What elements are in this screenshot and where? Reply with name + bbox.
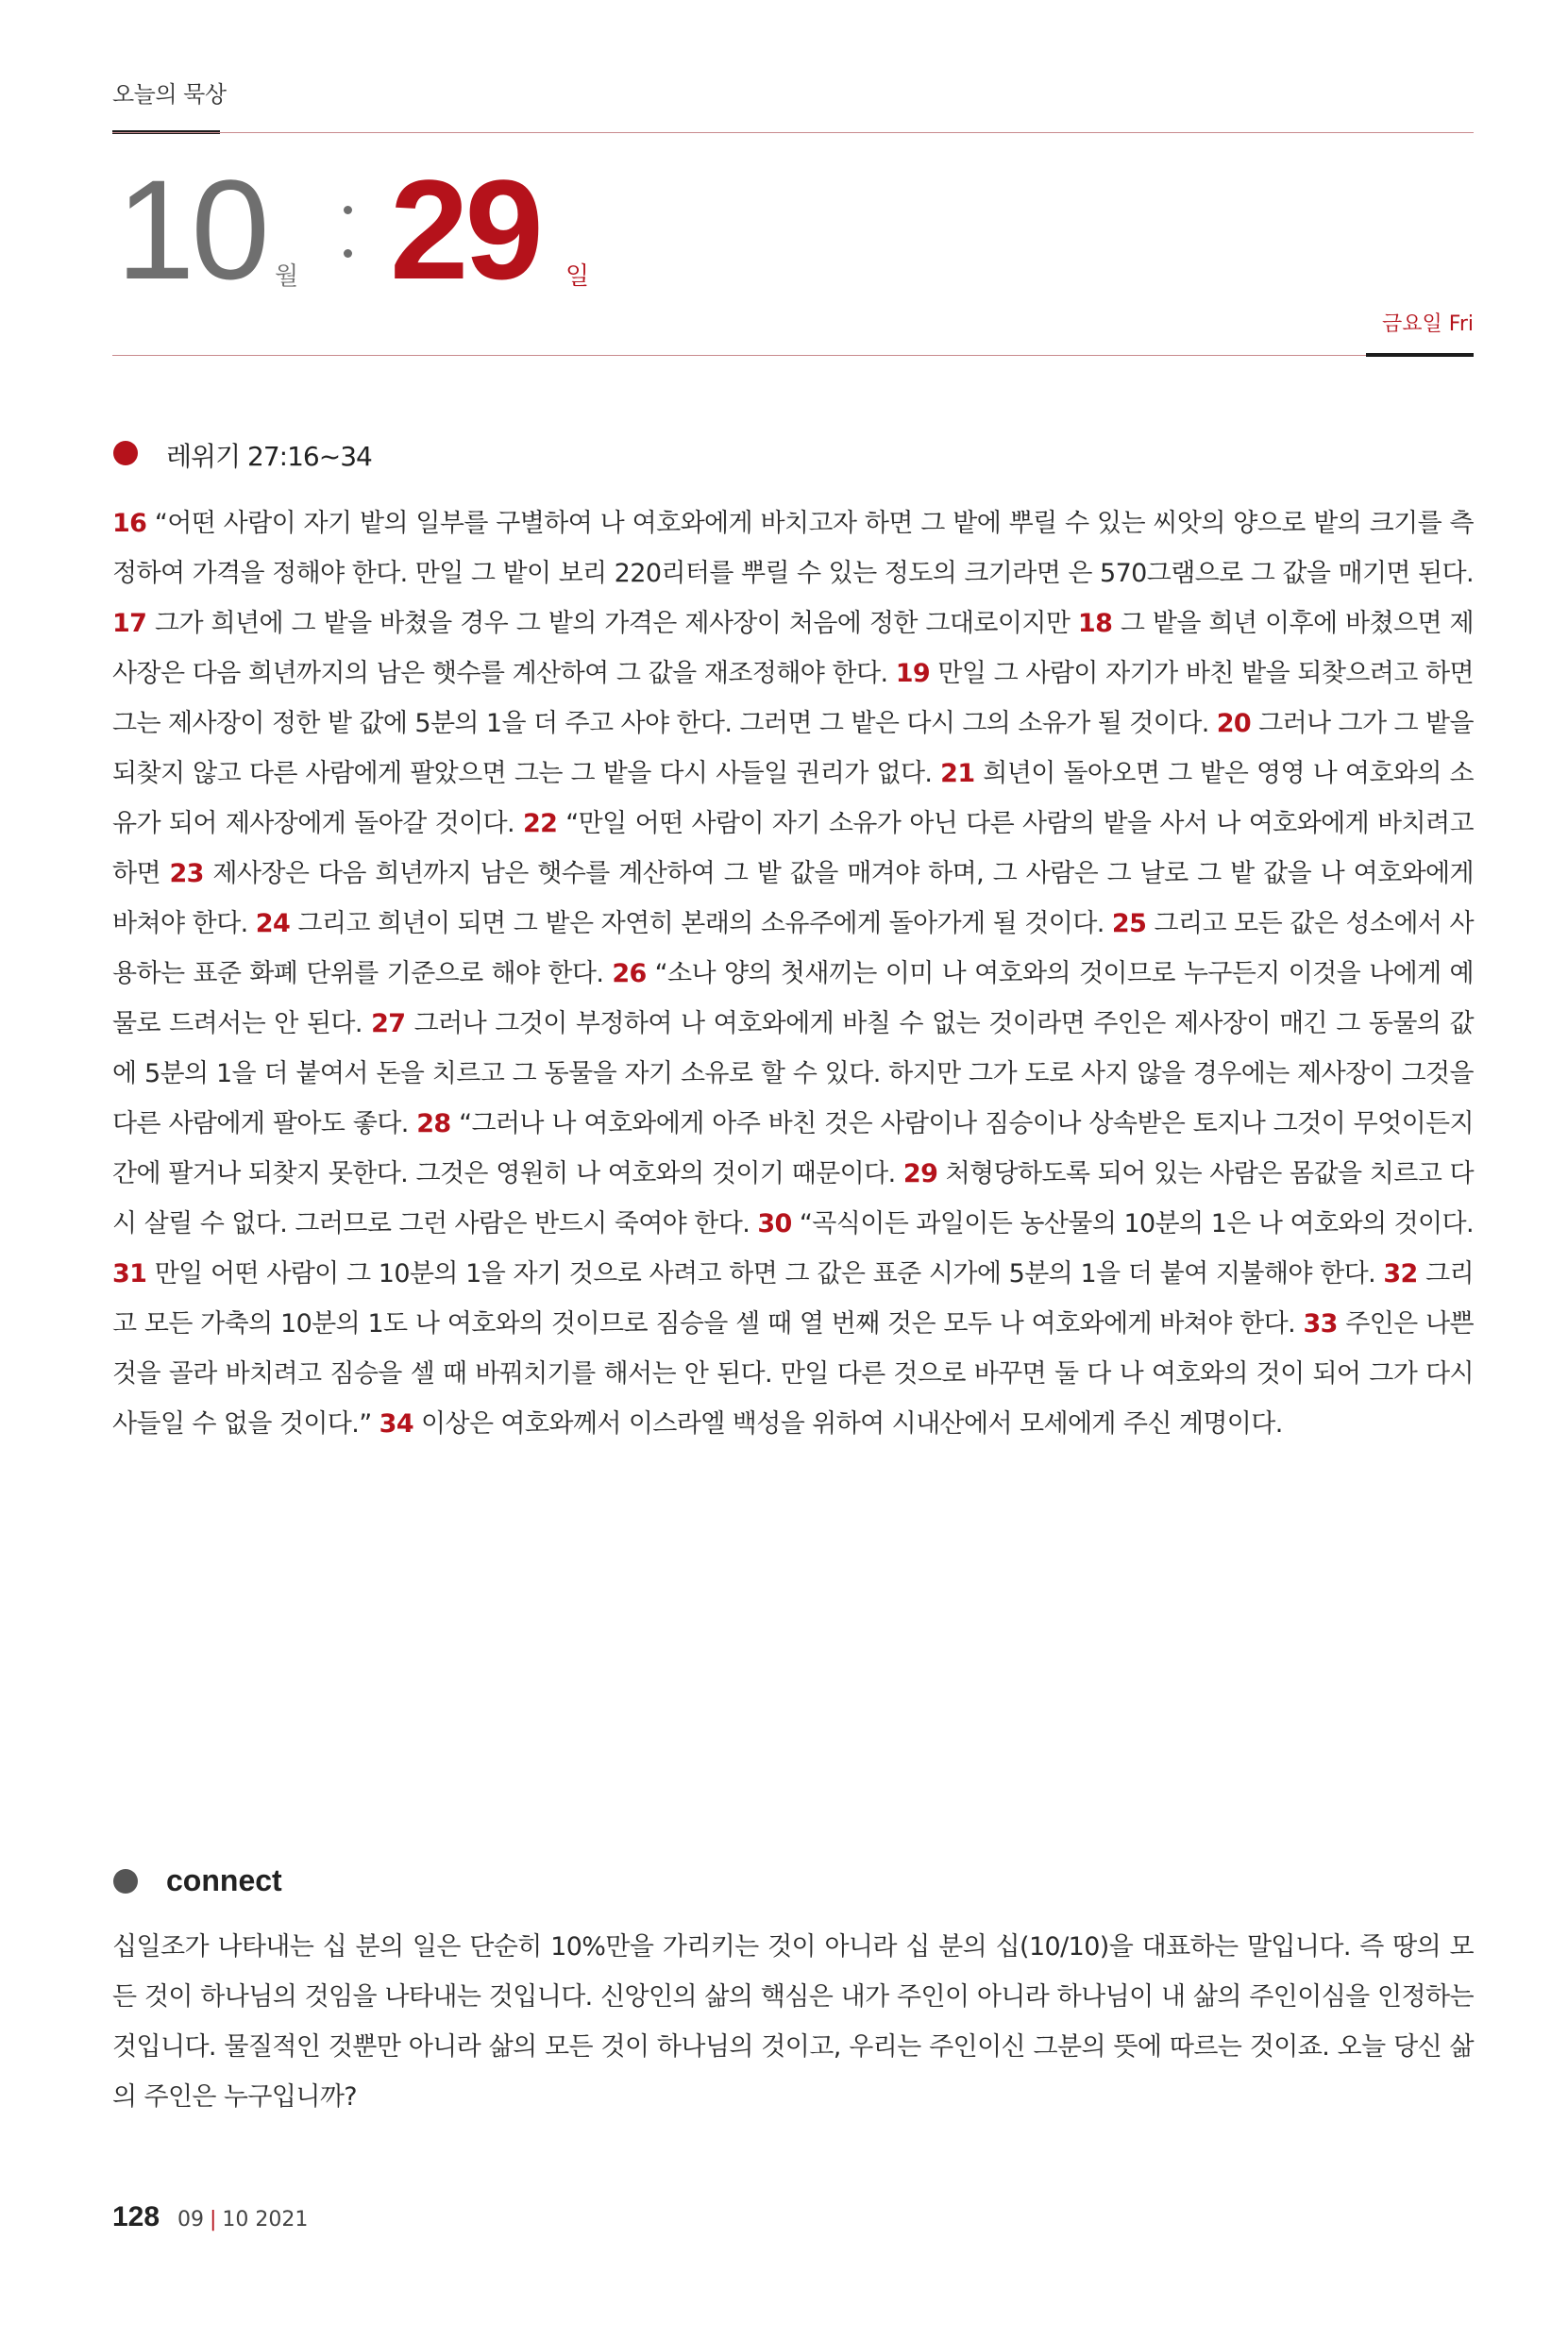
footer-separator: | xyxy=(209,2208,217,2232)
verse-number: 33 xyxy=(1303,1309,1338,1339)
verse-text: 그리고 희년이 되면 그 밭은 자연히 본래의 소유주에게 돌아가게 될 것이다. xyxy=(297,909,1104,938)
connect-title: connect xyxy=(166,1863,282,1897)
verse-text: 그러나 그가 그 밭을 되찾지 않고 다른 사람에게 팔았으면 그는 그 밭을 다시 사들일 권리가 없다. xyxy=(112,709,1474,788)
verse-number: 34 xyxy=(379,1409,414,1439)
verse-number: 28 xyxy=(416,1109,451,1138)
verse-text: “곡식이든 과일이든 농산물의 10분의 1은 나 여호와의 것이다. xyxy=(799,1209,1474,1238)
verse-text: 처형당하도록 되어 있는 사람은 몸값을 치르고 다시 살릴 수 없다. 그러므로 그런 사람은 반드시 죽여야 한다. xyxy=(112,1159,1474,1238)
verse-text: 주인은 나쁜 것을 골라 바치려고 짐승을 셀 때 바꿔치기를 해서는 안 된다. 만일 다른 것으로 바꾸면 둘 다 나 여호와의 것이 되어 그가 다시 사들일 수 없을 것이다.” xyxy=(112,1309,1474,1439)
verse-number: 31 xyxy=(112,1259,147,1288)
page-footer xyxy=(112,2201,308,2233)
verse-number: 29 xyxy=(902,1159,938,1188)
verse-number: 16 xyxy=(112,509,147,538)
header-divider xyxy=(112,132,1474,133)
issue-month: 09 xyxy=(177,2208,204,2232)
scripture-body xyxy=(112,498,1474,1449)
date-colon xyxy=(340,200,355,266)
section-label: 오늘의 묵상 xyxy=(112,81,227,108)
verse-text: 제사장은 다음 희년까지 남은 햇수를 계산하여 그 밭 값을 매겨야 하며, 그 사람은 그 날로 그 밭 값을 나 여호와에게 바쳐야 한다. xyxy=(112,859,1475,938)
verse-number: 18 xyxy=(1077,609,1113,638)
date-month-unit: 월 xyxy=(275,262,299,291)
scripture-reference: 레위기 27:16~34 xyxy=(166,441,372,472)
verse-number: 24 xyxy=(255,909,291,938)
verse-text: 그가 희년에 그 밭을 바쳤을 경우 그 밭의 가격은 제사장이 처음에 정한 그대로이지만 xyxy=(154,609,1071,638)
verse-text: 그러나 그것이 부정하여 나 여호와에게 바칠 수 없는 것이라면 주인은 제사장이 매긴 그 동물의 값에 5분의 1을 더 붙여서 돈을 치르고 그 동물을 자기 소유로 할 수 있다. 하지만 그가 도로 사지 않을 경우에는 제사장이 그것을 다른 사람에게 팔아도 좋다. xyxy=(112,1009,1474,1138)
verse-number: 21 xyxy=(940,759,975,788)
verse-text: 그리고 모든 값은 성소에서 사용하는 표준 화폐 단위를 기준으로 해야 한다. xyxy=(112,909,1475,988)
issue-year: 10 2021 xyxy=(222,2208,309,2232)
date-month: 10 xyxy=(116,150,266,309)
verse-text: “소나 양의 첫새끼는 이미 나 여호와의 것이므로 누구든지 이것을 나에게 예물로 드려서는 안 된다. xyxy=(112,959,1474,1038)
date-accent-bar xyxy=(1366,353,1474,357)
date-day: 29 xyxy=(390,150,540,309)
verse-number: 22 xyxy=(522,809,558,838)
verse-number: 27 xyxy=(371,1009,406,1038)
verse-number: 17 xyxy=(112,609,147,638)
verse-number: 25 xyxy=(1111,909,1147,938)
verse-text: 희년이 돌아오면 그 밭은 영영 나 여호와의 소유가 되어 제사장에게 돌아갈 것이다. xyxy=(112,759,1475,838)
verse-text: 만일 그 사람이 자기가 바친 밭을 되찾으려고 하면 그는 제사장이 정한 밭 값에 5분의 1을 더 주고 사야 한다. 그러면 그 밭은 다시 그의 소유가 될 것이다. xyxy=(112,659,1474,738)
date-day-unit: 일 xyxy=(565,262,590,291)
verse-number: 23 xyxy=(169,859,204,888)
weekday-label: 금요일 Fri xyxy=(1382,312,1474,336)
verse-number: 19 xyxy=(895,659,931,688)
connect-bullet-icon xyxy=(113,1869,138,1894)
scripture-bullet-icon xyxy=(113,441,138,465)
verse-text: 그리고 모든 가축의 10분의 1도 나 여호와의 것이므로 짐승을 셀 때 열 번째 것은 모두 나 여호와에게 바쳐야 한다. xyxy=(112,1259,1475,1339)
verse-number: 30 xyxy=(757,1209,792,1238)
verse-text: 만일 어떤 사람이 그 10분의 1을 자기 것으로 사려고 하면 그 값은 표준 시가에 5분의 1을 더 붙여 지불해야 한다. xyxy=(154,1259,1376,1288)
page-number: 128 xyxy=(112,2201,160,2232)
verse-text: “만일 어떤 사람이 자기 소유가 아닌 다른 사람의 밭을 사서 나 여호와에게 바치려고 하면 xyxy=(112,809,1474,888)
verse-text: “그러나 나 여호와에게 아주 바친 것은 사람이나 짐승이나 상속받은 토지나 그것이 무엇이든지간에 팔거나 되찾지 못한다. 그것은 영원히 나 여호와의 것이기 때문이다. xyxy=(112,1109,1475,1188)
connect-body: 십일조가 나타내는 십 분의 일은 단순히 10%만을 가리키는 것이 아니라 십 분의 십(10/10)을 대표하는 말입니다. 즉 땅의 모든 것이 하나님의 것임을 나타내는 것입니다. 신앙인의 삶의 핵심은 내가 주인이 아니라 하나님이 내 삶의 주인이심을 인정하는 것입니다. 물질적인 것뿐만 아니라 삶의 모든 것이 하나님의 것이고, 우리는 주인이신 그분의 뜻에 따르는 것이죠. 오늘 당신 삶의 주인은 누구입니까? xyxy=(112,1932,1474,2112)
verse-number: 26 xyxy=(612,959,647,988)
verse-number: 32 xyxy=(1383,1259,1418,1288)
verse-text: 그 밭을 희년 이후에 바쳤으면 제사장은 다음 희년까지의 남은 햇수를 계산하여 그 값을 재조정해야 한다. xyxy=(112,609,1475,688)
verse-number: 20 xyxy=(1216,709,1252,738)
verse-text: 이상은 여호와께서 이스라엘 백성을 위하여 시내산에서 모세에게 주신 계명이다. xyxy=(421,1409,1283,1439)
date-divider xyxy=(112,355,1474,356)
verse-text: “어떤 사람이 자기 밭의 일부를 구별하여 나 여호와에게 바치고자 하면 그 밭에 뿌릴 수 있는 씨앗의 양으로 밭의 크기를 측정하여 가격을 정해야 한다. 만일 그 밭이 보리 220리터를 뿌릴 수 있는 정도의 크기라면 은 570그램으로 그 값을 매기면 된다. xyxy=(112,509,1474,588)
